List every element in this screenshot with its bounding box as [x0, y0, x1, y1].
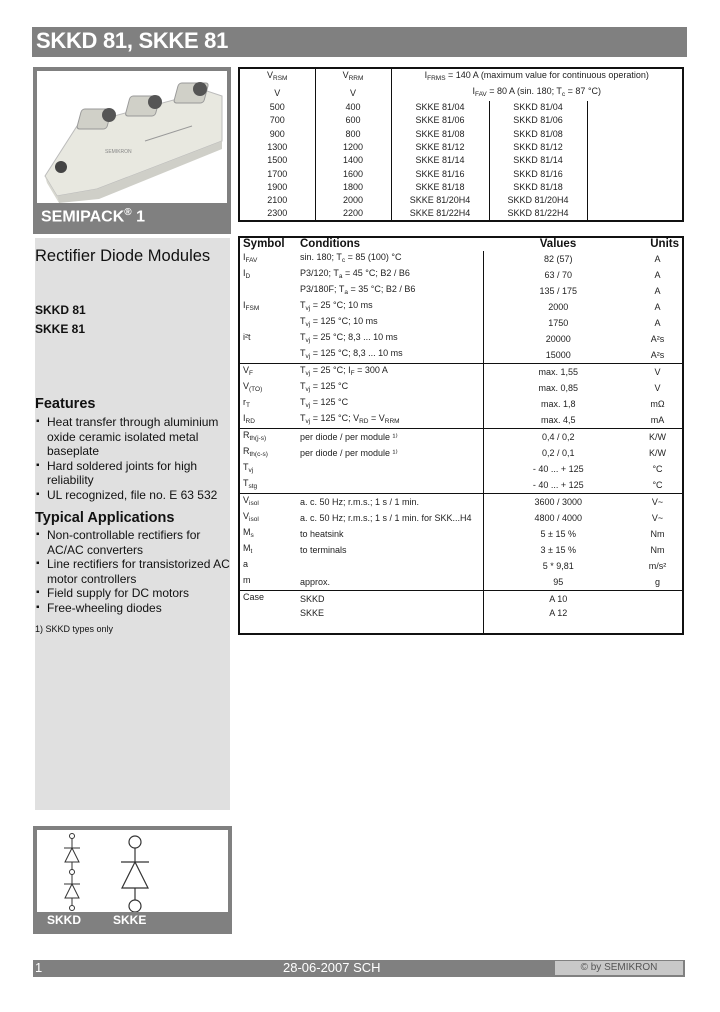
condition-cell: SKKD: [297, 591, 483, 608]
value-cell: 15000: [483, 347, 633, 364]
value-cell: max. 1,8: [483, 396, 633, 412]
left-info-panel: [35, 238, 230, 810]
symbol-cell: $M_t$: [243, 543, 253, 555]
footnote: 1) SKKD types only: [35, 624, 114, 634]
unit-cell: V~: [651, 512, 664, 523]
condition-cell: P3/120; $T_a = 45$ °C; B2 / B6: [300, 268, 410, 280]
symbol-cell: [239, 347, 297, 364]
symbol-cell: [239, 283, 297, 299]
vrsm-value: 700: [269, 115, 285, 126]
document-title: SKKD 81, SKKE 81: [36, 28, 229, 53]
spec-row: [239, 607, 683, 620]
vrsm-value: 500: [269, 102, 285, 113]
vrrm-value: 1800: [315, 181, 391, 194]
spec-row: [239, 558, 683, 574]
ordering-header-row-2: [239, 85, 683, 101]
spec-row: [239, 267, 683, 283]
value-cell: 2000: [483, 299, 633, 315]
condition-cell: $T_{vj} = 125$ °C: [300, 381, 349, 393]
spec-row: [239, 251, 683, 267]
symbol-cell: $T_{stg}$: [243, 478, 258, 490]
unit-cell: mΩ: [650, 398, 665, 409]
symbol-cell: $I_D$: [243, 268, 251, 280]
spec-row: [239, 331, 683, 347]
value-cell: [483, 620, 633, 633]
features-heading: Features: [35, 396, 96, 412]
condition-cell: SKKE: [300, 608, 325, 619]
vrrm-value: 600: [315, 114, 391, 127]
vrsm-value: 1700: [267, 168, 288, 179]
unit-cell: [633, 607, 683, 620]
ordering-row: [239, 128, 683, 141]
product-category-title: Rectifier Diode Modules: [35, 247, 211, 265]
value-cell: 4800 / 4000: [483, 510, 633, 526]
registered-mark: ®: [124, 207, 132, 218]
applications-list: [35, 528, 230, 615]
features-list: [35, 415, 230, 502]
spec-row: [239, 315, 683, 331]
spec-row: [239, 347, 683, 364]
symbol-cell: $V_{(TO)}$: [243, 381, 263, 393]
skkd-type: SKKD 81/20H4: [489, 194, 587, 207]
symbol-cell: Case: [239, 591, 297, 608]
package-label: [41, 207, 145, 226]
empty-cell: [587, 207, 683, 221]
application-item: ▪ Field supply for DC motors: [35, 586, 230, 601]
condition-cell: [297, 558, 483, 574]
skkd-type: SKKD 81/12: [489, 141, 587, 154]
value-cell: 0,4 / 0,2: [483, 429, 633, 446]
condition-cell: sin. 180; $T_c = 85$ (100) °C: [300, 252, 402, 264]
ordering-table-body: [239, 101, 683, 221]
unit-cell: A: [654, 253, 661, 264]
condition-cell: $T_{vj} = 25$ °C; 8,3 ... 10 ms: [300, 332, 398, 344]
ordering-row: [239, 167, 683, 180]
value-cell: 1750: [483, 315, 633, 331]
skke-type: SKKE 81/16: [391, 167, 489, 180]
unit-cell: V~: [633, 494, 683, 511]
spec-row: [239, 591, 683, 608]
header-unit-v1: V: [274, 87, 281, 98]
vrsm-value: 900: [269, 128, 285, 139]
feature-item: ▪ Heat transfer through aluminium oxide ceramic isolated metal baseplate: [35, 415, 230, 459]
spec-row: [239, 494, 683, 511]
application-item: ▪ Non-controllable rectifiers for AC/AC converters: [35, 528, 230, 557]
skke-type: SKKE 81/04: [391, 101, 489, 114]
value-cell: - 40 ... + 125: [483, 461, 633, 477]
ordering-row: [239, 181, 683, 194]
skkd-type: SKKD 81/08: [489, 128, 587, 141]
header-vrsm: $V_{RSM}$: [267, 70, 288, 82]
diode-schematic-icon: [37, 830, 228, 912]
condition-cell: per diode / per module ¹⁾: [297, 429, 483, 446]
symbol-cell: $I_{FAV}$: [243, 252, 258, 264]
condition-cell: $T_{vj} = 25$ °C; $I_F = 300$ A: [297, 364, 483, 381]
value-cell: 5 ± 15 %: [483, 526, 633, 542]
spec-row: [239, 620, 683, 633]
unit-cell: K/W: [649, 447, 666, 458]
package-name: SEMIPACK: [41, 208, 125, 226]
ordering-header-row-1: [239, 68, 683, 85]
copyright: © by SEMIKRON: [555, 961, 683, 975]
unit-cell: [633, 591, 683, 608]
unit-cell: A: [654, 301, 661, 312]
page-footer: [33, 960, 685, 977]
value-cell: 82 (57): [483, 251, 633, 267]
product-photo: [37, 71, 227, 203]
ordering-row: [239, 154, 683, 167]
value-cell: - 40 ... + 125: [483, 477, 633, 494]
empty-cell: [587, 101, 683, 114]
empty-cell: [587, 154, 683, 167]
vrsm-value: 1900: [267, 181, 288, 192]
symbol-cell: $V_{isol}$: [243, 511, 259, 523]
header-unit-v2: V: [315, 85, 391, 101]
skkd-type: SKKD 81/18: [489, 181, 587, 194]
ordering-row: [239, 194, 683, 207]
vrsm-value: 1300: [267, 142, 288, 153]
header-values: Values: [539, 238, 577, 250]
value-cell: 3 ± 15 %: [483, 542, 633, 558]
skke-type: SKKE 81/08: [391, 128, 489, 141]
condition-cell: P3/180F; $T_a = 35$ °C; B2 / B6: [300, 284, 416, 296]
spec-table-body: [239, 251, 683, 634]
spec-row: [239, 396, 683, 412]
unit-cell: A²s: [650, 333, 665, 344]
symbol-cell: $I_{FSM}$: [243, 300, 260, 312]
vrrm-value: 1400: [315, 154, 391, 167]
value-cell: max. 0,85: [483, 380, 633, 396]
spec-row: [239, 477, 683, 494]
spec-row: [239, 574, 683, 591]
condition-cell: to terminals: [300, 544, 347, 555]
spec-row: [239, 461, 683, 477]
spec-row: [239, 364, 683, 381]
symbol-cell: [239, 620, 297, 633]
spec-row: [239, 283, 683, 299]
vrrm-value: 1200: [315, 141, 391, 154]
symbol-cell: $M_s$: [243, 527, 254, 539]
product-photo-box: [33, 67, 231, 234]
condition-cell: to heatsink: [300, 528, 344, 539]
ordering-row: [239, 114, 683, 127]
skke-type: SKKE 81/20H4: [391, 194, 489, 207]
feature-item: ▪ Hard soldered joints for high reliability: [35, 459, 230, 488]
symbol-cell: i²t: [243, 332, 251, 342]
condition-cell: a. c. 50 Hz; r.m.s.; 1 s / 1 min.: [297, 494, 483, 511]
skke-type: SKKE 81/06: [391, 114, 489, 127]
value-cell: 5 * 9,81: [483, 558, 633, 574]
value-cell: max. 1,55: [483, 364, 633, 381]
header-symbol: Symbol: [243, 238, 285, 250]
symbol-cell: a: [243, 559, 249, 569]
skkd-type: SKKD 81/04: [489, 101, 587, 114]
skkd-type: SKKD 81/06: [489, 114, 587, 127]
svg-text:SEMIKRON: SEMIKRON: [105, 149, 132, 155]
feature-item: ▪ UL recognized, file no. E 63 532: [35, 488, 230, 503]
value-cell: 20000: [483, 331, 633, 347]
symbol-cell: m: [243, 575, 251, 585]
skkd-type: SKKD 81/22H4: [489, 207, 587, 221]
ordering-table: [238, 67, 684, 222]
spec-row: [239, 299, 683, 315]
application-item: ▪ Line rectifiers for transistorized AC motor controllers: [35, 557, 230, 586]
skkd-type: SKKD 81/16: [489, 167, 587, 180]
skkd-type: SKKD 81/14: [489, 154, 587, 167]
skke-type: SKKE 81/14: [391, 154, 489, 167]
unit-cell: g: [654, 576, 660, 587]
vrrm-value: 2000: [315, 194, 391, 207]
package-number: 1: [131, 208, 145, 226]
vrrm-value: 2200: [315, 207, 391, 221]
empty-cell: [587, 128, 683, 141]
circuit-diagram-box: [33, 826, 232, 934]
symbol-cell: [239, 315, 297, 331]
skke-type: SKKE 81/18: [391, 181, 489, 194]
spec-row: [239, 412, 683, 429]
application-item: ▪ Free-wheeling diodes: [35, 601, 230, 616]
condition-cell: approx.: [300, 576, 331, 587]
circuit-diagrams: [37, 830, 228, 912]
empty-cell: [587, 141, 683, 154]
vrsm-value: 1500: [267, 155, 288, 166]
symbol-cell: $R_{th(j-s)}$: [239, 429, 297, 446]
type-skkd: SKKD 81: [35, 303, 86, 317]
vrrm-value: 400: [315, 101, 391, 114]
module-image-icon: [37, 71, 227, 203]
unit-cell: A: [654, 269, 661, 280]
title-bar: [32, 27, 687, 57]
vrrm-value: 800: [315, 128, 391, 141]
value-cell: 0,2 / 0,1: [483, 445, 633, 461]
revision-date: 28-06-2007 SCH: [283, 960, 381, 975]
skke-type: SKKE 81/12: [391, 141, 489, 154]
header-vrrm: $V_{RRM}$: [315, 68, 391, 85]
value-cell: 3600 / 3000: [483, 494, 633, 511]
spec-row: [239, 380, 683, 396]
unit-cell: A: [654, 317, 661, 328]
empty-cell: [587, 114, 683, 127]
empty-cell: [587, 181, 683, 194]
condition-cell: [297, 461, 483, 477]
symbol-cell: $V_{isol}$: [239, 494, 297, 511]
circuit-label-skkd: SKKD: [47, 913, 82, 927]
value-cell: A 12: [483, 607, 633, 620]
type-skke: SKKE 81: [35, 322, 86, 336]
vrrm-value: 1600: [315, 167, 391, 180]
spec-row: [239, 445, 683, 461]
spec-row: [239, 526, 683, 542]
unit-cell: °C: [652, 479, 663, 490]
value-cell: 63 / 70: [483, 267, 633, 283]
header-ifav: $I_{FAV} = 80$ A (sin. 180; $T_c = 87$ °C): [391, 85, 683, 101]
condition-cell: [297, 477, 483, 494]
ordering-row: [239, 207, 683, 221]
condition-cell: $T_{vj} = 25$ °C; 10 ms: [300, 300, 373, 312]
unit-cell: A: [654, 285, 661, 296]
symbol-cell: $V_F$: [239, 364, 297, 381]
value-cell: A 10: [483, 591, 633, 608]
symbol-cell: $I_{RD}$: [243, 413, 255, 425]
condition-cell: $T_{vj} = 125$ °C: [300, 397, 349, 409]
skke-type: SKKE 81/22H4: [391, 207, 489, 221]
vrsm-value: 2300: [267, 208, 288, 219]
unit-cell: °C: [652, 463, 663, 474]
unit-cell: V: [633, 364, 683, 381]
ordering-row: [239, 141, 683, 154]
page-number: 1: [35, 960, 43, 975]
empty-cell: [587, 167, 683, 180]
circuit-label-skke: SKKE: [113, 913, 147, 927]
header-ifrms: $I_{FRMS} = 140$ A (maximum value for continuous operation): [391, 68, 683, 85]
spec-table: [238, 236, 684, 635]
unit-cell: Nm: [650, 544, 665, 555]
symbol-cell: [239, 607, 297, 620]
unit-cell: mA: [650, 414, 665, 425]
vrsm-value: 2100: [267, 195, 288, 206]
applications-heading: Typical Applications: [35, 510, 175, 526]
value-cell: 95: [483, 574, 633, 591]
unit-cell: Nm: [650, 528, 665, 539]
symbol-cell: $R_{th(c-s)}$: [243, 446, 268, 458]
condition-cell: a. c. 50 Hz; r.m.s.; 1 s / 1 min. for SKK...H4: [300, 512, 472, 523]
symbol-cell: $r_T$: [243, 397, 250, 409]
symbol-cell: $T_{vj}$: [243, 462, 254, 474]
unit-cell: m/s²: [648, 560, 667, 571]
condition-cell: [297, 620, 483, 633]
unit-cell: A²s: [650, 349, 665, 360]
empty-cell: [587, 194, 683, 207]
spec-header-row: [239, 237, 683, 251]
header-units: Units: [650, 238, 679, 250]
spec-row: [239, 510, 683, 526]
condition-cell: $T_{vj} = 125$ °C; $V_{RD} = V_{RRM}$: [300, 413, 400, 425]
condition-cell: $T_{vj} = 125$ °C; 10 ms: [300, 316, 378, 328]
condition-cell: per diode / per module ¹⁾: [300, 447, 398, 458]
value-cell: 135 / 175: [483, 283, 633, 299]
condition-cell: $T_{vj} = 125$ °C; 8,3 ... 10 ms: [300, 348, 403, 360]
header-conditions: Conditions: [300, 238, 361, 250]
spec-row: [239, 542, 683, 558]
unit-cell: K/W: [633, 429, 683, 446]
ordering-row: [239, 101, 683, 114]
spec-row: [239, 429, 683, 446]
value-cell: max. 4,5: [483, 412, 633, 429]
unit-cell: V: [654, 382, 661, 393]
unit-cell: [633, 620, 683, 633]
